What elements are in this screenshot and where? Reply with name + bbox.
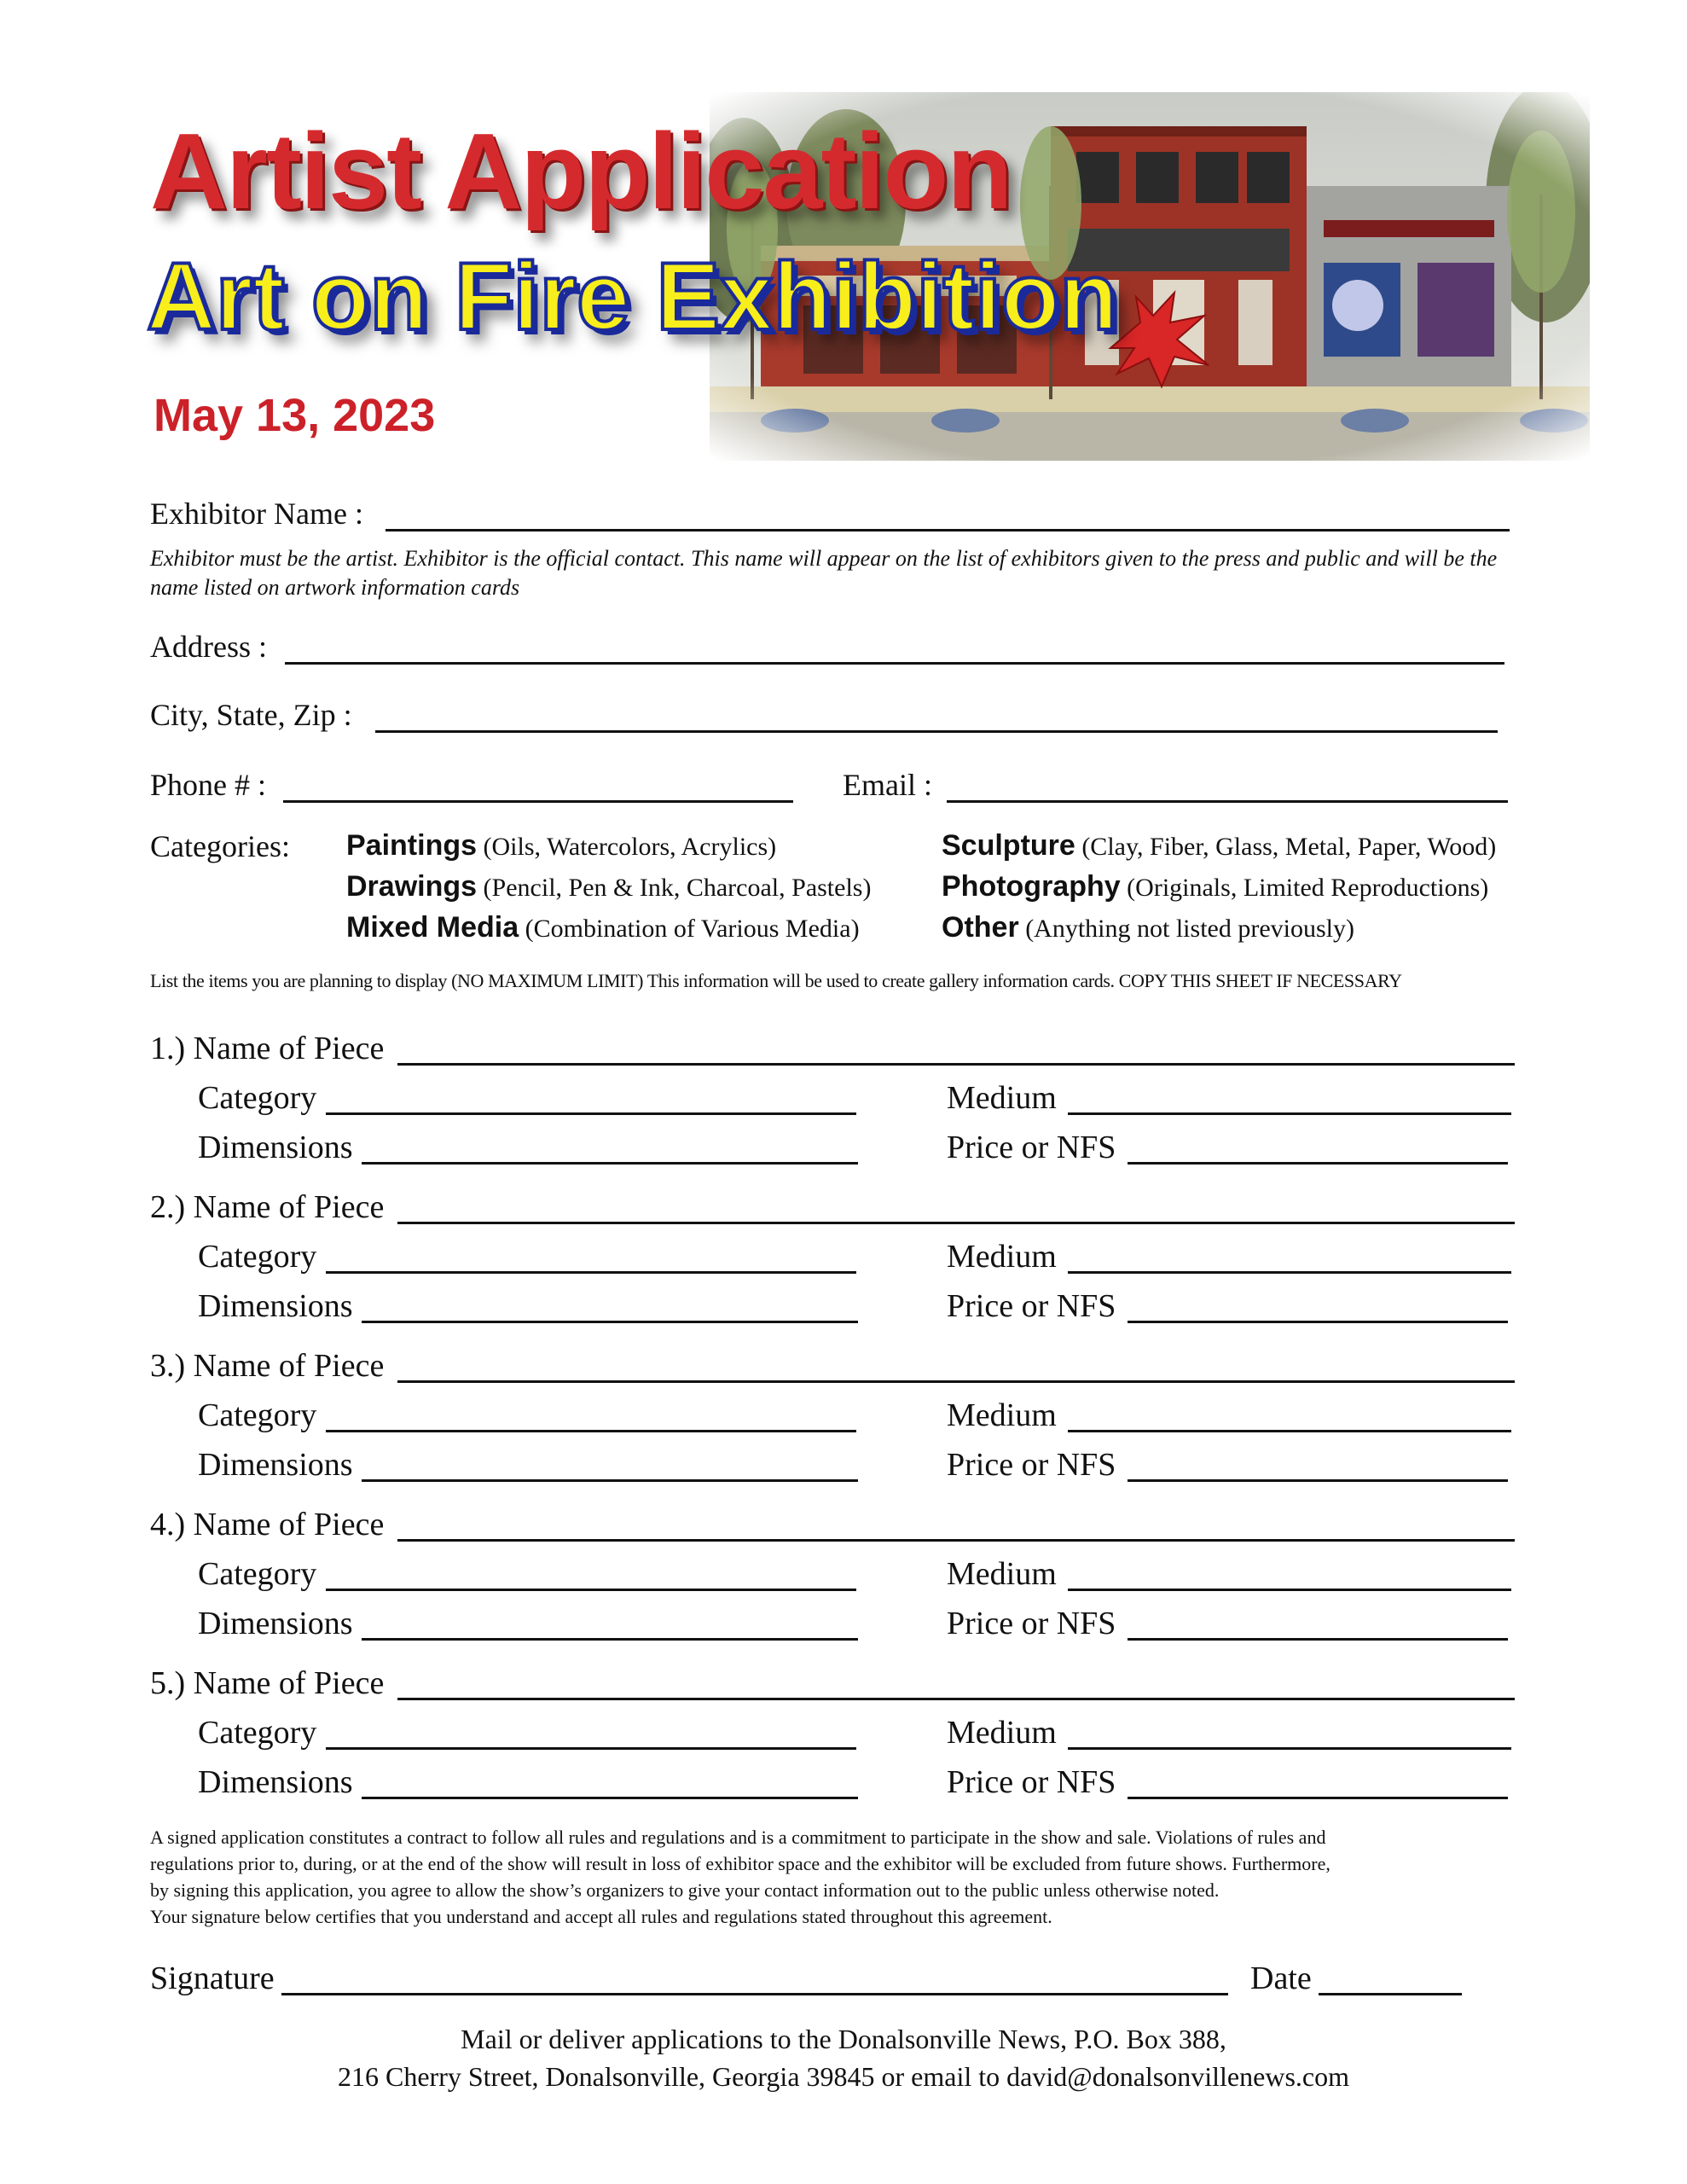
- piece-name-text: Name of Piece: [193, 1665, 385, 1701]
- event-date: May 13, 2023: [154, 390, 436, 441]
- date-label: Date: [1250, 1960, 1312, 1996]
- piece-dimensions-field-4[interactable]: [362, 1612, 858, 1641]
- piece-name-label-4: [150, 1508, 384, 1541]
- piece-category-field-5[interactable]: [326, 1722, 856, 1750]
- piece-category-label-2: Category: [198, 1239, 317, 1275]
- piece-price-label-2: Price or NFS: [947, 1288, 1116, 1324]
- piece-price-label-4: Price or NFS: [947, 1606, 1116, 1641]
- piece-medium-label-3: Medium: [947, 1397, 1057, 1433]
- footer-line-2: 216 Cherry Street, Donalsonville, Georgia 39845 or email to david@donalsonvillenews.com: [338, 2061, 1349, 2092]
- legal-line-1: A signed application constitutes a contract to follow all rules and regulations and is a commitment to participate in the show and sale. Violations of rules and: [150, 1827, 1326, 1848]
- footer: [0, 2020, 1687, 2095]
- address-label: Address :: [150, 630, 267, 664]
- piece-price-field-1[interactable]: [1128, 1136, 1508, 1165]
- piece-category-field-4[interactable]: [326, 1563, 856, 1591]
- piece-name-field-2[interactable]: [397, 1196, 1515, 1224]
- piece-category-field-3[interactable]: [326, 1404, 856, 1432]
- piece-medium-field-4[interactable]: [1068, 1563, 1511, 1591]
- piece-number: 4.): [150, 1507, 186, 1542]
- exhibitor-note: Exhibitor must be the artist. Exhibitor is the official contact. This name will appear on the list of exhibitors given to the press and public and will be the name listed on artwork information cards: [150, 546, 1498, 600]
- piece-price-label-5: Price or NFS: [947, 1764, 1116, 1800]
- piece-name-label-3: [150, 1350, 384, 1382]
- piece-dimensions-field-2[interactable]: [362, 1295, 858, 1323]
- exhibitor-name-label: Exhibitor Name :: [150, 497, 363, 531]
- piece-category-label-3: Category: [198, 1397, 317, 1433]
- piece-number: 5.): [150, 1665, 186, 1701]
- signature-field[interactable]: [281, 1967, 1228, 1995]
- piece-price-field-2[interactable]: [1128, 1295, 1508, 1323]
- category-paintings: Paintings (Oils, Watercolors, Acrylics): [346, 829, 777, 862]
- legal-line-3: by signing this application, you agree to allow the show’s organizers to give your contact information out to the public unless otherwise noted.: [150, 1879, 1220, 1901]
- piece-dimensions-label-5: Dimensions: [198, 1764, 353, 1800]
- piece-category-label-5: Category: [198, 1715, 317, 1751]
- piece-dimensions-label-1: Dimensions: [198, 1130, 353, 1165]
- date-field[interactable]: [1319, 1967, 1462, 1995]
- piece-medium-label-5: Medium: [947, 1715, 1057, 1751]
- title-art-on-fire-exhibition: Art on Fire Exhibition: [147, 243, 1118, 350]
- legal-line-4: Your signature below certifies that you understand and accept all rules and regulations stated throughout this agreement.: [150, 1906, 1052, 1927]
- legal-line-2: regulations prior to, during, or at the end of the show will result in loss of exhibitor space and the exhibitor will be excluded from future shows. Furthermore,: [150, 1853, 1330, 1874]
- piece-number: 2.): [150, 1189, 186, 1225]
- piece-medium-field-5[interactable]: [1068, 1722, 1511, 1750]
- city-state-zip-field[interactable]: [375, 706, 1498, 733]
- title-artist-application: Artist Application: [150, 111, 1012, 231]
- piece-price-field-3[interactable]: [1128, 1454, 1508, 1482]
- phone-label: Phone # :: [150, 768, 267, 802]
- category-mixed-media: Mixed Media (Combination of Various Media): [346, 911, 860, 944]
- signature-label: Signature: [150, 1960, 275, 1996]
- piece-name-label-2: [150, 1191, 384, 1223]
- piece-dimensions-label-2: Dimensions: [198, 1288, 353, 1324]
- header: [0, 0, 1687, 478]
- piece-category-label-1: Category: [198, 1080, 317, 1116]
- piece-dimensions-label-4: Dimensions: [198, 1606, 353, 1641]
- email-label: Email :: [843, 768, 932, 802]
- piece-dimensions-label-3: Dimensions: [198, 1447, 353, 1483]
- categories-label: Categories:: [150, 829, 290, 863]
- footer-line-1: Mail or deliver applications to the Donalsonville News, P.O. Box 388,: [461, 2024, 1226, 2054]
- piece-category-label-4: Category: [198, 1556, 317, 1592]
- email-field[interactable]: [947, 776, 1508, 803]
- city-state-zip-label: City, State, Zip :: [150, 698, 352, 732]
- category-drawings: Drawings (Pencil, Pen & Ink, Charcoal, Pastels): [346, 870, 872, 903]
- piece-medium-field-2[interactable]: [1068, 1246, 1511, 1274]
- piece-price-label-1: Price or NFS: [947, 1130, 1116, 1165]
- piece-dimensions-field-1[interactable]: [362, 1136, 858, 1165]
- piece-medium-label-4: Medium: [947, 1556, 1057, 1592]
- piece-medium-field-1[interactable]: [1068, 1087, 1511, 1115]
- piece-name-text: Name of Piece: [193, 1031, 385, 1066]
- piece-name-text: Name of Piece: [193, 1348, 385, 1384]
- piece-price-field-4[interactable]: [1128, 1612, 1508, 1641]
- piece-price-label-3: Price or NFS: [947, 1447, 1116, 1483]
- piece-medium-label-1: Medium: [947, 1080, 1057, 1116]
- piece-number: 3.): [150, 1348, 186, 1384]
- piece-name-field-1[interactable]: [397, 1037, 1515, 1066]
- piece-name-label-5: [150, 1667, 384, 1699]
- piece-name-text: Name of Piece: [193, 1189, 385, 1225]
- piece-name-label-1: [150, 1032, 384, 1065]
- exhibitor-name-field[interactable]: [386, 505, 1510, 531]
- address-field[interactable]: [285, 638, 1504, 665]
- piece-name-field-3[interactable]: [397, 1355, 1515, 1383]
- piece-medium-field-3[interactable]: [1068, 1404, 1511, 1432]
- piece-medium-label-2: Medium: [947, 1239, 1057, 1275]
- instructions: List the items you are planning to display (NO MAXIMUM LIMIT) This information will be used to create gallery information cards. COPY THIS SHEET IF NECESSARY: [150, 970, 1402, 991]
- piece-number: 1.): [150, 1031, 186, 1066]
- piece-name-field-5[interactable]: [397, 1672, 1515, 1700]
- piece-price-field-5[interactable]: [1128, 1771, 1508, 1799]
- piece-category-field-2[interactable]: [326, 1246, 856, 1274]
- category-sculpture: Sculpture (Clay, Fiber, Glass, Metal, Paper, Wood): [942, 829, 1497, 862]
- piece-dimensions-field-5[interactable]: [362, 1771, 858, 1799]
- piece-category-field-1[interactable]: [326, 1087, 856, 1115]
- category-photography: Photography (Originals, Limited Reproductions): [942, 870, 1489, 903]
- phone-field[interactable]: [283, 776, 793, 803]
- piece-dimensions-field-3[interactable]: [362, 1454, 858, 1482]
- piece-name-text: Name of Piece: [193, 1507, 385, 1542]
- piece-name-field-4[interactable]: [397, 1513, 1515, 1542]
- category-other: Other (Anything not listed previously): [942, 911, 1354, 944]
